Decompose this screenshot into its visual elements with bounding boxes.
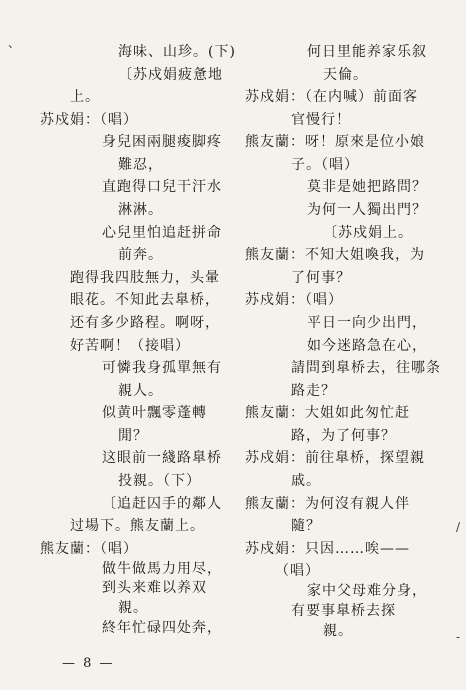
sung-line: 終年忙碌四处奔，: [102, 620, 222, 637]
stage-direction: 〔追赶囚手的鄰人: [102, 495, 222, 512]
spoken-line: 官慢行！: [291, 111, 351, 128]
sung-line: 有要事臯桥去探: [291, 603, 396, 620]
sung-line: 做牛做馬力用尽，: [102, 560, 222, 577]
spoken-line: 好苦啊！（接唱）: [70, 337, 190, 354]
spoken-line: 跑得我四肢無力，头暈: [70, 269, 220, 286]
spoken-line: 了何事？: [291, 269, 351, 286]
page-number: — 8 —: [62, 656, 115, 671]
spoken-line: 請問到臯桥去，往哪条: [291, 360, 441, 377]
sung-line: 家中父母难分身，: [307, 583, 427, 600]
sung-line: 天倫。: [323, 66, 368, 83]
sung-line: 莫非是她把路問？: [307, 179, 427, 196]
sung-line: 淋淋。: [118, 202, 163, 219]
sung-line: 閒？: [118, 427, 148, 444]
margin-mark: 、: [8, 36, 21, 50]
spoken-line: 眼花。不知此去臯桥，: [70, 292, 220, 309]
sung-line: 身兒困兩腿痠脚疼: [102, 134, 222, 151]
spoken-line: 路，为了何事？: [291, 427, 396, 444]
sung-line: 这眼前一綫路臯桥: [102, 450, 222, 467]
sung-line: 平日一向少出門，: [307, 314, 427, 331]
sung-line: 親人。: [118, 382, 163, 399]
spoken-line: 路走？: [291, 382, 336, 399]
sung-line: 如今迷路急在心，: [307, 337, 427, 354]
speaker-line: 苏戍娟：（唱）: [245, 292, 343, 309]
sung-line: 为何一人獨出門？: [307, 202, 427, 219]
sung-line: 直跑得口兒干汗水: [102, 179, 222, 196]
sung-line: 前奔。: [118, 247, 163, 264]
sung-line: 親。: [118, 600, 148, 617]
speaker-line: 熊友蘭：（唱）: [40, 540, 138, 557]
text-line: 海味、山珍。(下): [118, 44, 236, 60]
spoken-line: 戚。: [291, 473, 321, 489]
sung-line: 可憐我身孤單無有: [102, 360, 222, 377]
speaker-line: 苏戍娟：（唱）: [40, 111, 138, 128]
sung-line: 心兒里怕追赶拼命: [102, 224, 222, 241]
speaker-line: 苏戍娟：只因……唉——: [245, 540, 410, 557]
sung-line: 到头来难以养双: [102, 580, 207, 597]
spoken-line: 还有多少路程。啊呀，: [70, 314, 220, 331]
stage-direction: 过場下。熊友蘭上。: [70, 518, 205, 535]
speaker-line: 熊友蘭：呀！原來是位小娘: [245, 134, 425, 151]
speaker-line: 熊友蘭：大姐如此匆忙赶: [245, 405, 410, 422]
spoken-line: 隨？: [291, 518, 321, 535]
spoken-line: 子。（唱）: [291, 156, 359, 173]
sung-line: 何日里能养家乐叙: [307, 44, 427, 60]
sung-line: 似黄叶飄零蓬轉: [102, 405, 207, 422]
sung-line: 親。: [323, 622, 353, 639]
margin-mark: /: [456, 520, 461, 534]
sung-line: 難忍，: [118, 156, 163, 173]
speaker-line: 熊友蘭：不知大姐喚我，为: [245, 247, 425, 264]
margin-mark: -: [456, 630, 461, 644]
stage-direction: 〔苏戍娟上。: [323, 224, 413, 241]
text-line: 上。: [70, 89, 100, 106]
stage-direction: 〔苏戍娟疲惫地: [118, 66, 223, 83]
spoken-line: （唱）: [275, 563, 320, 580]
sung-line: 投親。（下）: [118, 473, 201, 489]
speaker-line: 苏戍娟：前往臯桥，探望親: [245, 450, 425, 467]
speaker-line: 熊友蘭：为何沒有親人伴: [245, 495, 410, 512]
speaker-line: 苏戍娟：（在内喊）前面客: [245, 89, 418, 106]
